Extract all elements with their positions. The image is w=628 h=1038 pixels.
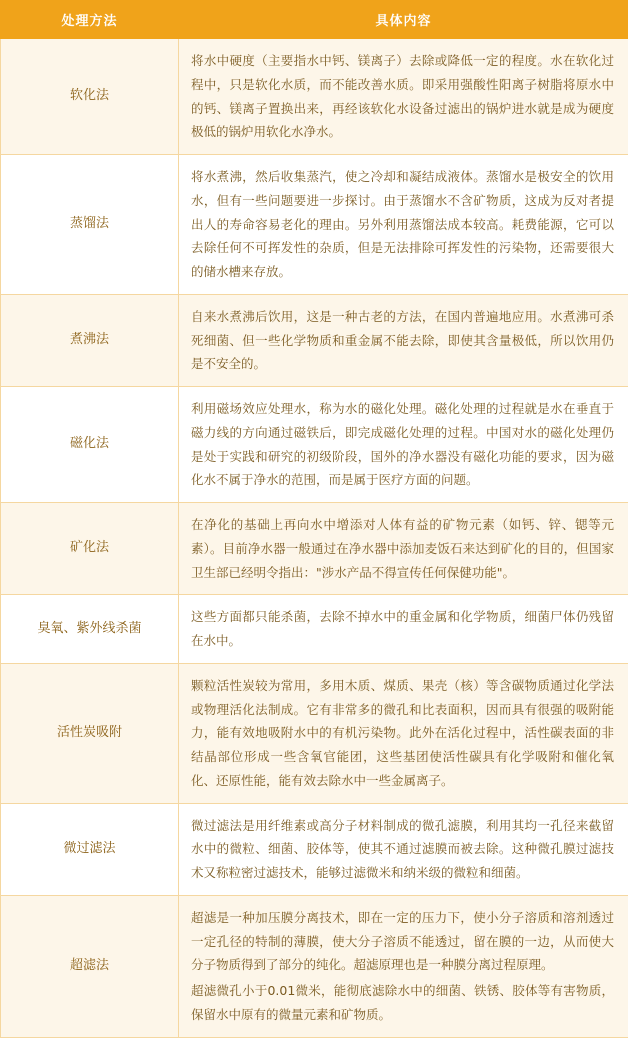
cell-detail [179, 595, 628, 664]
cell-method: 活性炭吸附 [1, 663, 179, 803]
cell-detail [179, 663, 628, 803]
column-header-detail: 具体内容 [179, 1, 628, 39]
cell-method: 磁化法 [1, 387, 179, 503]
detail-paragraph: 自来水煮沸后饮用，这是一种古老的方法，在国内普遍地应用。水煮沸可杀死细菌、但一些化学物质和重金属不能去除，即使其含量极低，所以饮用仍是不安全的。 [191, 305, 614, 376]
cell-detail [179, 294, 628, 386]
cell-detail [179, 155, 628, 295]
table-header [1, 1, 628, 39]
table-row [1, 155, 628, 295]
cell-method: 软化法 [1, 39, 179, 155]
header-row [1, 1, 628, 39]
table-row [1, 294, 628, 386]
detail-paragraph: 在净化的基础上再向水中增添对人体有益的矿物元素（如钙、锌、锶等元素）。目前净水器一般通过在净水器中添加麦饭石来达到矿化的目的，但国家卫生部已经明令指出："涉水产品不得宣传任何保健功能"。 [191, 513, 614, 584]
cell-method: 煮沸法 [1, 294, 179, 386]
cell-method: 臭氧、紫外线杀菌 [1, 595, 179, 664]
table-row [1, 663, 628, 803]
cell-method: 矿化法 [1, 503, 179, 595]
detail-paragraph: 超滤微孔小于0.01微米，能彻底滤除水中的细菌、铁锈、胶体等有害物质，保留水中原有的微量元素和矿物质。 [191, 979, 614, 1027]
detail-paragraph: 利用磁场效应处理水，称为水的磁化处理。磁化处理的过程就是水在垂直于磁力线的方向通过磁铁后，即完成磁化处理的过程。中国对水的磁化处理仍是处于实践和研究的初级阶段，国外的净水器没有磁化功能的要求，因为磁化水不属于净水的范围，而是属于医疗方面的问题。 [191, 397, 614, 492]
detail-paragraph: 超滤是一种加压膜分离技术，即在一定的压力下，使小分子溶质和溶剂透过一定孔径的特制的薄膜，使大分子溶质不能透过，留在膜的一边，从而使大分子物质得到了部分的纯化。超滤原理也是一种膜分离过程原理。 [191, 906, 614, 977]
cell-detail [179, 895, 628, 1037]
table-row [1, 895, 628, 1037]
table-row [1, 595, 628, 664]
table-body [1, 39, 628, 1038]
column-header-method: 处理方法 [1, 1, 179, 39]
cell-detail [179, 803, 628, 895]
cell-detail [179, 387, 628, 503]
cell-method: 蒸馏法 [1, 155, 179, 295]
cell-method: 超滤法 [1, 895, 179, 1037]
detail-paragraph: 将水中硬度（主要指水中钙、镁离子）去除或降低一定的程度。水在软化过程中，只是软化水质，而不能改善水质。即采用强酸性阳离子树脂将原水中的钙、镁离子置换出来，再经该软化水设备过滤出的锅炉进水就是成为硬度极低的锅炉用软化水净水。 [191, 49, 614, 144]
table-row [1, 503, 628, 595]
cell-method: 微过滤法 [1, 803, 179, 895]
table-row [1, 39, 628, 155]
cell-detail [179, 39, 628, 155]
detail-paragraph: 微过滤法是用纤维素或高分子材料制成的微孔滤膜，利用其均一孔径来截留水中的微粒、细菌、胶体等，使其不通过滤膜而被去除。这种微孔膜过滤技术又称粒密过滤技术，能够过滤微米和纳米级的微粒和细菌。 [191, 814, 614, 885]
cell-detail [179, 503, 628, 595]
table-row [1, 387, 628, 503]
detail-paragraph: 将水煮沸，然后收集蒸汽，使之冷却和凝结成液体。蒸馏水是极安全的饮用水，但有一些问题要进一步探讨。由于蒸馏水不含矿物质，这成为反对者提出人的寿命容易老化的理由。另外利用蒸馏法成本较高。耗费能源，它可以去除任何不可挥发性的杂质，但是无法排除可挥发性的污染物，还需要很大的储水槽来存放。 [191, 165, 614, 284]
detail-paragraph: 这些方面都只能杀菌，去除不掉水中的重金属和化学物质，细菌尸体仍残留在水中。 [191, 605, 614, 653]
detail-paragraph: 颗粒活性炭较为常用，多用木质、煤质、果壳（核）等含碳物质通过化学法或物理活化法制成。它有非常多的微孔和比表面积，因而具有很强的吸附能力，能有效地吸附水中的有机污染物。此外在活化过程中，活性碳表面的非结晶部位形成一些含氧官能团，这些基团使活性碳具有化学吸附和催化氧化、还原性能，能有效去除水中一些金属离子。 [191, 674, 614, 793]
table-row [1, 803, 628, 895]
